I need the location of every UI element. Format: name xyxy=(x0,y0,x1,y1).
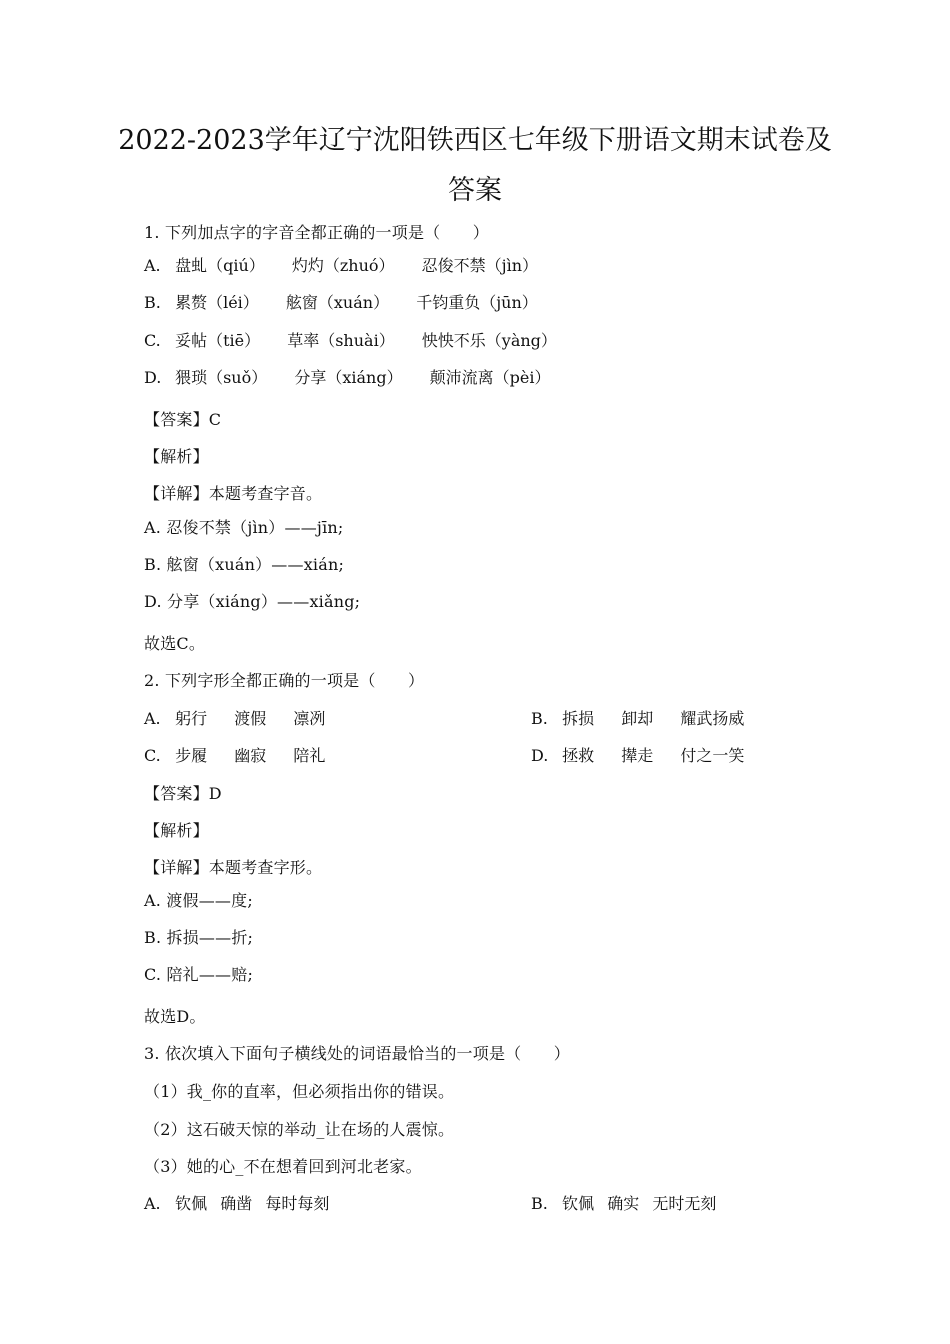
q2-option-d-label: D. xyxy=(531,746,549,765)
q2-option-c-label: C. xyxy=(144,746,161,765)
q2-detail-2: B. 拆损——折; xyxy=(144,928,254,947)
q1-option-c xyxy=(144,331,557,351)
q3-option-a-item3: 每时每刻 xyxy=(265,1194,330,1213)
q1-detail: 【详解】本题考查字音。 xyxy=(144,484,323,503)
q2-option-a xyxy=(144,709,325,729)
doc-title-line1: 2022-2023学年辽宁沈阳铁西区七年级下册语文期末试卷及 xyxy=(118,125,832,156)
q1-detail-1: A. 忍俊不禁（jìn）——jīn; xyxy=(144,518,344,537)
q1-option-c-item1: 妥帖（tiē） xyxy=(175,331,261,350)
q3-option-a-item2: 确凿 xyxy=(220,1194,253,1213)
q1-option-a-label: A. xyxy=(144,256,161,275)
q2-option-c-item2: 幽寂 xyxy=(234,746,267,765)
q1-option-b-item1: 累赘（léi） xyxy=(175,293,259,312)
q1-option-b xyxy=(144,293,538,313)
q2-option-a-item2: 渡假 xyxy=(234,709,267,728)
q1-option-a-item2: 灼灼（zhuó） xyxy=(291,256,395,275)
q1-option-b-label: B. xyxy=(144,293,161,312)
q1-option-d xyxy=(144,368,551,388)
q1-conclusion: 故选C。 xyxy=(144,634,206,653)
q1-option-c-item3: 怏怏不乐（yàng） xyxy=(421,331,557,350)
q3-option-a-item1: 钦佩 xyxy=(175,1194,208,1213)
q2-option-c xyxy=(144,746,325,766)
q2-option-d-item2: 撵走 xyxy=(621,746,654,765)
q1-option-d-item3: 颠沛流离（pèi） xyxy=(429,368,551,387)
q2-option-d-item3: 付之一笑 xyxy=(680,746,745,765)
q2-detail-3: C. 陪礼——赔; xyxy=(144,965,254,984)
q1-option-a-item3: 忍俊不禁（jìn） xyxy=(421,256,539,275)
q2-detail: 【详解】本题考查字形。 xyxy=(144,858,323,877)
q3-stem: 3. 依次填入下面句子横线处的词语最恰当的一项是（ ） xyxy=(144,1044,570,1063)
q3-option-b-item2: 确实 xyxy=(607,1194,640,1213)
q3-option-a xyxy=(144,1194,329,1214)
q2-option-b-label: B. xyxy=(531,709,548,728)
q1-option-a-item1: 盘虬（qiú） xyxy=(175,256,265,275)
q3-option-b xyxy=(531,1194,716,1214)
q1-option-d-label: D. xyxy=(144,368,162,387)
q2-option-b-item3: 耀武扬威 xyxy=(680,709,745,728)
q2-option-c-item3: 陪礼 xyxy=(293,746,326,765)
q2-stem: 2. 下列字形全都正确的一项是（ ） xyxy=(144,671,425,690)
q2-option-d-item1: 拯救 xyxy=(562,746,595,765)
q3-option-b-label: B. xyxy=(531,1194,548,1213)
q3-sentence-2: （2）这石破天惊的举动_让在场的人震惊。 xyxy=(144,1120,455,1139)
q3-option-a-label: A. xyxy=(144,1194,161,1213)
q1-option-c-label: C. xyxy=(144,331,161,350)
q3-option-b-item3: 无时无刻 xyxy=(652,1194,717,1213)
q1-option-d-item2: 分享（xiáng） xyxy=(294,368,403,387)
q2-option-b-item2: 卸却 xyxy=(621,709,654,728)
q1-answer: 【答案】C xyxy=(144,410,222,429)
q3-sentence-1: （1）我_你的直率，但必须指出你的错误。 xyxy=(144,1082,455,1101)
q1-option-b-item2: 舷窗（xuán） xyxy=(285,293,390,312)
q1-option-a xyxy=(144,256,538,276)
q1-option-b-item3: 千钧重负（jūn） xyxy=(416,293,538,312)
q2-analysis: 【解析】 xyxy=(144,821,209,840)
q1-stem: 1. 下列加点字的字音全都正确的一项是（ ） xyxy=(144,223,489,242)
q2-option-b xyxy=(531,709,744,729)
q2-option-b-item1: 拆损 xyxy=(562,709,595,728)
q2-answer: 【答案】D xyxy=(144,784,222,803)
q1-option-c-item2: 草率（shuài） xyxy=(287,331,395,350)
q2-option-a-item3: 凛冽 xyxy=(293,709,326,728)
q2-option-d xyxy=(531,746,744,766)
q2-conclusion: 故选D。 xyxy=(144,1007,206,1026)
q2-detail-1: A. 渡假——度; xyxy=(144,891,253,910)
q2-option-a-item1: 躬行 xyxy=(175,709,208,728)
q2-option-a-label: A. xyxy=(144,709,161,728)
q2-option-c-item1: 步履 xyxy=(175,746,208,765)
q3-option-b-item1: 钦佩 xyxy=(562,1194,595,1213)
doc-title-line2: 答案 xyxy=(448,175,502,206)
q1-analysis: 【解析】 xyxy=(144,447,209,466)
q3-sentence-3: （3）她的心_不在想着回到河北老家。 xyxy=(144,1157,422,1176)
q1-detail-2: B. 舷窗（xuán）——xián; xyxy=(144,555,345,574)
q1-option-d-item1: 猥琐（suǒ） xyxy=(175,368,268,387)
q1-detail-3: D. 分享（xiáng）——xiǎng; xyxy=(144,592,361,611)
